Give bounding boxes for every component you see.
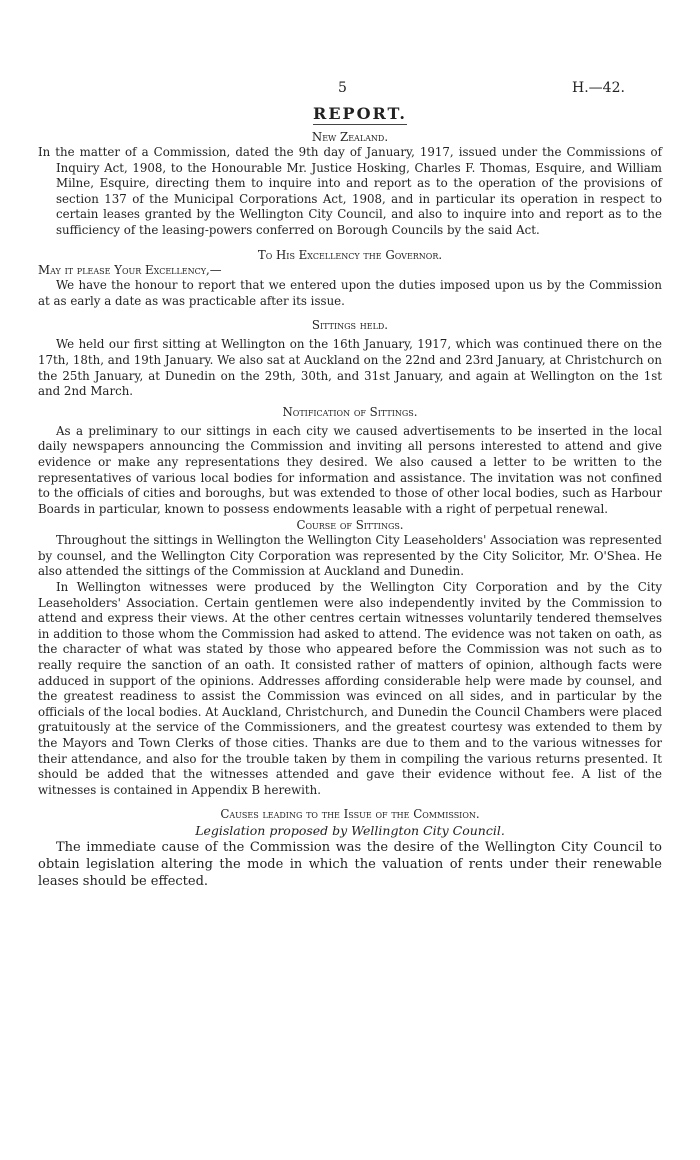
causes-paragraph: The immediate cause of the Commission was the desire of the Wellington City Council to obtain legislation altering the mode in which the valuation of rents under their renewable leases should be effected.	[38, 840, 662, 890]
document-reference: H.—42.	[572, 80, 625, 96]
notification-paragraph: As a preliminary to our sittings in each city we caused advertisements to be inserted in the local daily newspapers announcing the Commission and inviting all persons interested to attend and give evidence or make any representations they desired. We also caused a letter to be written to the representatives of various local bodies for information and assistance. The invitation was not confined to the officials of cities and boroughs, but was extended to those of other local bodies, such as Harbour Boards in particular, known to possess endowments leasable with a right of perpetual renewal.	[38, 423, 662, 516]
sittings-paragraph: We held our first sitting at Wellington on the 16th January, 1917, which was continued there on the 17th, 18th, and 19th January. We also sat at Auckland on the 22nd and 23rd January, at Christchurch on the 25th January, at Dunedin on the 29th, 30th, and 31st January, and again at Wellington on the 1st and 2nd March.	[38, 337, 662, 399]
section-heading-causes: Causes leading to the Issue of the Commission.	[220, 807, 480, 822]
page-body	[38, 104, 662, 890]
preamble-paragraph: In the matter of a Commission, dated the 9th day of January, 1917, issued under the Commissions of Inquiry Act, 1908, to the Honourable Mr. Justice Hosking, Charles F. Thomas, Esquire, and William Milne, Esquire, directing them to inquire into and report as to the operation of the provisions of section 137 of the Municipal Corporations Act, 1908, and in particular its operation in respect to certain leases granted by the Wellington City Council, and also to inquire into and report as to the sufficiency of the leasing-powers conferred on Borough Councils by the said Act.	[38, 145, 662, 237]
course-paragraph-2: In Wellington witnesses were produced by the Wellington City Corporation and by the City Leaseholders' Association. Certain gentlemen were also independently invited by the Commission to attend and express their views. At the other centres certain witnesses voluntarily tendered themselves in addition to those whom the Commission had asked to attend. The evidence was not taken on oath, as the character of what was stated by those who appeared before the Commission was not such as to really require the sanction of an oath. It consisted rather of matters of opinion, although facts were adduced in support of the opinions. Addresses affording considerable help were made by counsel, and the greatest readiness to assist the Commission was evinced on all sides, and in particular by the officials of the local bodies. At Auckland, Christchurch, and Dunedin the Council Chambers were placed gratuitously at the service of the Commissioners, and the greatest courtesy was extended to them by the Mayors and Town Clerks of those cities. Thanks are due to them and to the various witnesses for their attendance, and also for the trouble taken by them in compiling the various returns presented. It should be added that the witnesses attended and gave their evidence without fee. A list of the witnesses is contained in Appendix B herewith.	[38, 580, 662, 797]
salutation: May it please Your Excellency,—	[38, 262, 222, 277]
section-heading-course: Course of Sittings.	[296, 518, 404, 533]
course-paragraph-1: Throughout the sittings in Wellington the Wellington City Leaseholders' Association was represented by counsel, and the Wellington City Corporation was represented by the City Solicitor, Mr. O'Shea. He also attended the sittings of the Commission at Auckland and Dunedin.	[38, 533, 662, 579]
subheading-legislation: Legislation proposed by Wellington City Council.	[195, 823, 505, 839]
report-title: REPORT.	[313, 104, 407, 123]
address-heading: To His Excellency the Governor.	[257, 247, 443, 262]
page-number: 5	[338, 80, 347, 96]
section-heading-notification: Notification of Sittings.	[282, 404, 418, 419]
opening-paragraph: We have the honour to report that we entered upon the duties imposed upon us by the Commission at as early a date as was practicable after its issue.	[38, 278, 662, 308]
place-heading: New Zealand.	[311, 130, 389, 144]
section-heading-sittings: Sittings held.	[311, 318, 389, 333]
